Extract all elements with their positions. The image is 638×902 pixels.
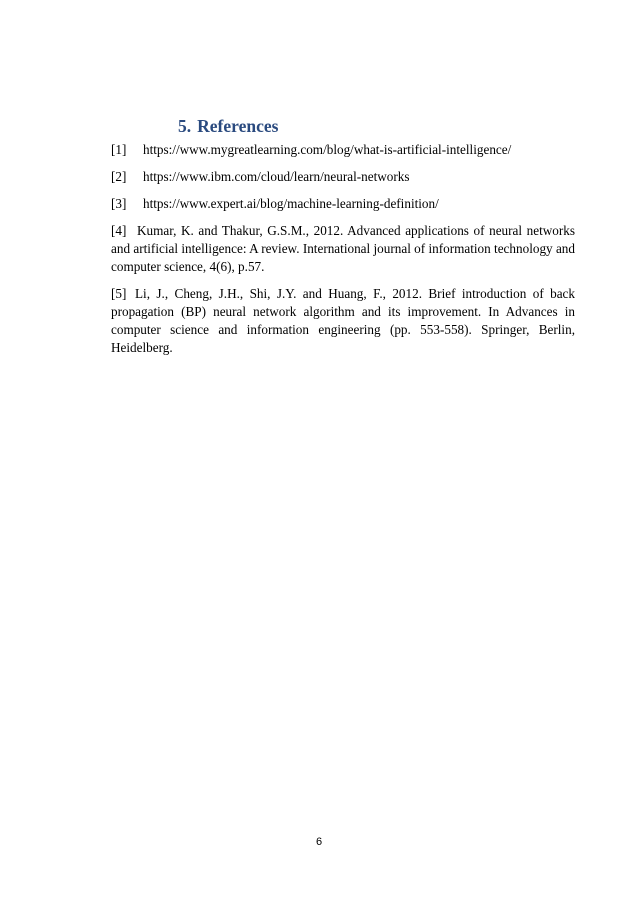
section-title: References (197, 116, 279, 136)
reference-text: https://www.mygreatlearning.com/blog/what-is-artificial-intelligence/ (143, 142, 512, 157)
reference-text: https://www.expert.ai/blog/machine-learning-definition/ (143, 196, 439, 211)
reference-item (111, 285, 575, 357)
reference-marker: [5] (111, 286, 127, 301)
reference-marker: [4] (111, 223, 127, 238)
reference-marker: [3] (111, 196, 127, 211)
reference-item (111, 195, 575, 213)
reference-marker: [2] (111, 169, 127, 184)
reference-item (111, 141, 575, 159)
reference-text: https://www.ibm.com/cloud/learn/neural-networks (143, 169, 410, 184)
reference-text: Li, J., Cheng, J.H., Shi, J.Y. and Huang, F., 2012. Brief introduction of back propagation (BP) neural network algorithm and its improvement. In Advances in computer science and information engineering (pp. 553-558). Springer, Berlin, Heidelberg. (111, 286, 575, 355)
reference-marker: [1] (111, 142, 127, 157)
reference-text: Kumar, K. and Thakur, G.S.M., 2012. Advanced applications of neural networks and artificial intelligence: A review. International journal of information technology and computer science, 4(6), p.57. (111, 223, 575, 274)
reference-list (111, 141, 575, 366)
reference-item (111, 222, 575, 276)
section-heading (178, 116, 278, 137)
page-number: 6 (315, 836, 323, 848)
reference-item (111, 168, 575, 186)
section-number: 5. (178, 116, 192, 136)
